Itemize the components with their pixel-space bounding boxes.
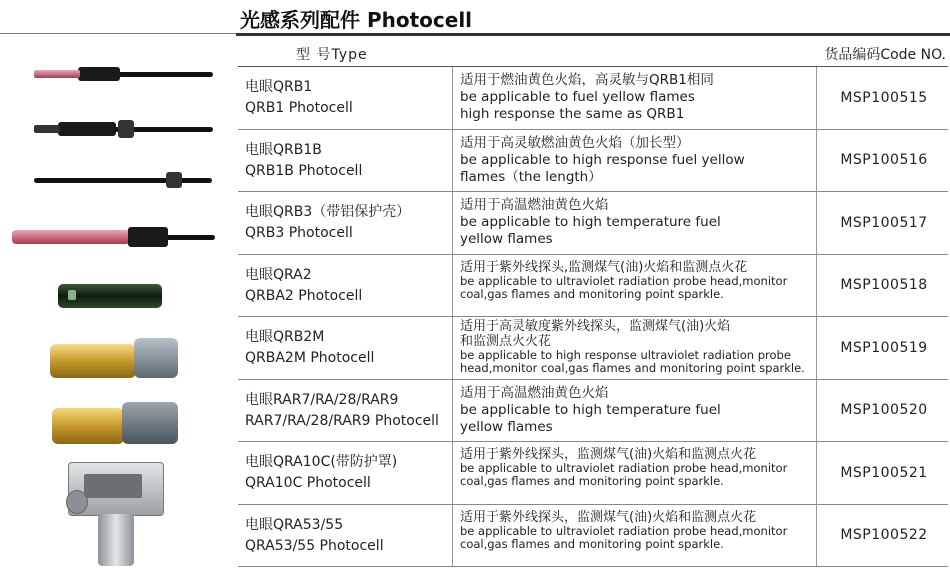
product-code: MSP100521: [840, 464, 928, 481]
product-name-cn: 电眼QRA10C(带防护罩): [245, 454, 398, 470]
column-divider: [452, 505, 453, 567]
product-name: [245, 390, 450, 432]
product-code: MSP100517: [840, 214, 928, 231]
product-name-en: QRA10C Photocell: [245, 475, 371, 491]
photocell-rar7-image: [52, 396, 180, 448]
column-divider: [816, 505, 817, 567]
column-divider: [816, 255, 817, 317]
table-row: [238, 317, 948, 380]
column-divider: [452, 67, 453, 129]
column-divider: [816, 130, 817, 192]
product-name-cn: 电眼QRB1B: [245, 141, 322, 158]
description-line: 适用于高灵敏燃油黄色火焰（加长型）: [460, 134, 690, 151]
product-name: [245, 327, 450, 369]
description-line: 和监测点火火花: [460, 334, 552, 349]
description-line: 适用于紫外线探头，监测煤气(油)火焰和监测点火花: [460, 447, 757, 462]
product-name-en: RAR7/RA/28/RAR9 Photocell: [245, 412, 439, 429]
column-divider: [452, 442, 453, 504]
header-code: 货品编码Code NO.: [824, 47, 946, 63]
photocell-qrb3-image: [10, 224, 215, 250]
page-title: 光感系列配件 Photocell: [240, 8, 473, 32]
product-description: [460, 260, 812, 301]
photocell-qra2-image: [58, 284, 162, 308]
product-description: [460, 510, 812, 551]
product-code: MSP100515: [840, 89, 928, 106]
description-line: 适用于高温燃油黄色火焰: [460, 197, 609, 213]
title-rule-left: [0, 33, 236, 34]
product-code: MSP100516: [840, 152, 928, 169]
product-name: [245, 515, 450, 557]
description-line: yellow flames: [460, 231, 553, 247]
description-line: head,monitor coal,gas flames and monitoring point sparkle.: [460, 361, 805, 375]
table-row: [238, 67, 948, 130]
photocell-qrb1-image: [28, 64, 213, 86]
column-divider: [452, 130, 453, 192]
description-line: flames（the length）: [460, 168, 602, 185]
product-description: [460, 197, 812, 248]
description-line: be applicable to high response ultraviolet radiation probe: [460, 348, 791, 362]
table-row: [238, 442, 948, 505]
header-type: 型 号Type: [296, 47, 368, 63]
product-description: [460, 72, 812, 123]
product-name: [245, 452, 450, 494]
product-name: [245, 265, 450, 307]
product-code: MSP100522: [840, 527, 928, 544]
description-line: be applicable to high response fuel yellow: [460, 151, 745, 168]
column-divider: [816, 442, 817, 504]
product-code: MSP100520: [840, 402, 928, 419]
product-name-cn: 电眼QRB2M: [245, 329, 325, 345]
description-line: 适用于燃油黄色火焰，高灵敏与QRB1相同: [460, 72, 714, 88]
column-divider: [452, 192, 453, 254]
description-line: be applicable to ultraviolet radiation probe head,monitor: [460, 273, 788, 288]
product-name-cn: 电眼QRB1: [245, 79, 313, 95]
column-divider: [452, 317, 453, 379]
description-line: 适用于紫外线探头，监测煤气(油)火焰和监测点火花: [460, 509, 757, 525]
photocell-qrb2m-image: [50, 330, 178, 382]
product-table: [238, 67, 948, 567]
product-code: MSP100519: [840, 339, 928, 356]
product-name-en: QRBA2M Photocell: [245, 350, 375, 366]
column-divider: [816, 67, 817, 129]
product-description: [460, 447, 812, 488]
product-description: [460, 319, 812, 375]
product-name-en: QRB3 Photocell: [245, 225, 353, 241]
table-row: [238, 255, 948, 318]
photocell-qrb1b-long-image: [28, 170, 213, 192]
description-line: be applicable to ultraviolet radiation probe head,monitor: [460, 523, 788, 538]
product-name-en: QRB1B Photocell: [245, 162, 363, 179]
description-line: 适用于高温燃油黄色火焰: [460, 384, 609, 401]
photocell-qrb1b-image: [28, 118, 213, 142]
description-line: high response the same as QRB1: [460, 106, 685, 122]
description-line: yellow flames: [460, 418, 553, 435]
description-line: 适用于紫外线探头,监测煤气(油)火焰和监测点火花: [460, 259, 748, 275]
description-line: 适用于高灵敏度紫外线探头，监测煤气(油)火焰: [460, 319, 731, 334]
product-description: [460, 385, 812, 436]
product-name-cn: 电眼QRB3（带铝保护壳）: [245, 204, 411, 220]
product-name: [245, 140, 450, 182]
product-name: [245, 202, 450, 244]
description-line: be applicable to high temperature fuel: [460, 214, 721, 230]
description-line: coal,gas flames and monitoring point sparkle.: [460, 286, 724, 301]
table-row: [238, 380, 948, 443]
product-code: MSP100518: [840, 277, 928, 294]
description-line: be applicable to high temperature fuel: [460, 401, 721, 418]
description-line: be applicable to fuel yellow flames: [460, 89, 695, 105]
product-description: [460, 135, 812, 186]
table-row: [238, 505, 948, 568]
product-name-cn: 电眼QRA53/55: [245, 516, 344, 533]
description-line: coal,gas flames and monitoring point sparkle.: [460, 474, 724, 488]
product-name: [245, 77, 450, 119]
description-line: be applicable to ultraviolet radiation probe head,monitor: [460, 461, 788, 475]
column-divider: [816, 317, 817, 379]
column-divider: [452, 255, 453, 317]
product-name-en: QRA53/55 Photocell: [245, 537, 384, 554]
product-name-en: QRBA2 Photocell: [245, 287, 363, 304]
column-divider: [816, 192, 817, 254]
column-divider: [816, 380, 817, 442]
table-row: [238, 192, 948, 255]
column-divider: [452, 380, 453, 442]
product-name-cn: 电眼QRA2: [245, 266, 312, 283]
product-name-en: QRB1 Photocell: [245, 100, 353, 116]
photocell-qra10c-image: [66, 460, 164, 570]
product-name-cn: 电眼RAR7/RA/28/RAR9: [245, 391, 399, 408]
table-row: [238, 130, 948, 193]
title-rule-right: [236, 33, 950, 36]
description-line: coal,gas flames and monitoring point sparkle.: [460, 536, 724, 551]
